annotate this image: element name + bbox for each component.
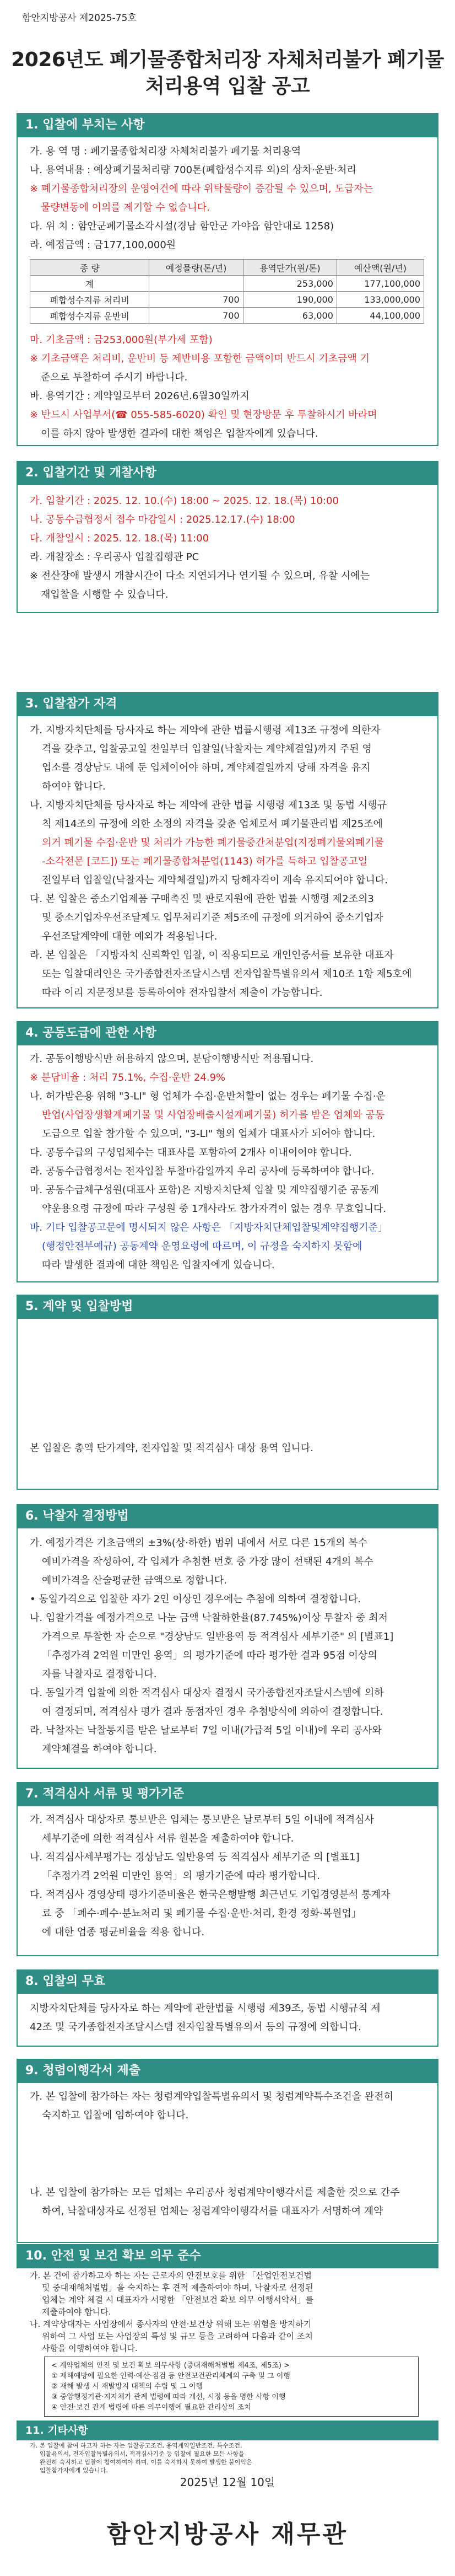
section-2-header: 2. 입찰기간 및 개찰사항 — [17, 461, 438, 485]
s3-line-2: 업소를 경상남도 내에 둔 업체이어야 하며, 계약체결일까지 당해 자격을 유지 — [42, 762, 371, 774]
s6-line-1: 예비가격을 작성하여, 각 업체가 추첨한 번호 중 가장 많이 선택된 4개의 복수 — [42, 1556, 373, 1568]
s6-line-10: 라. 낙찰자는 낙찰통지를 받은 날로부터 7일 이내(가급적 5일 이내)에 우리 공사와 — [30, 1725, 382, 1736]
box-line-4: ④ 안전·보건 관계 법령에 따른 의무이행에 필요한 관리상의 조치 — [51, 2403, 251, 2412]
s4-line-2: 나. 허가받은용 위해 "3-LI" 형 업체가 수집·운반처할이 없는 경우는 폐기물 수집·운 — [30, 1091, 386, 1102]
table-cell: 폐합성수지류 처리비 — [30, 292, 149, 308]
s6-line-7: 자를 낙찰자로 결정합니다. — [42, 1668, 157, 1680]
section-8-body — [30, 1999, 426, 2037]
quantity-table — [30, 259, 424, 324]
s6-line-11: 계약체결을 하여야 합니다. — [42, 1743, 157, 1755]
s6-line-5: 가격으로 투찰한 자 순으로 "경상남도 일반용역 등 적격심사 세부기준" 의 [별표1] — [42, 1631, 394, 1643]
s8-line-0: 지방자치단체를 당사자로 하는 계약에 관한법률 시행령 제39조, 동법 시행규칙 제 — [30, 2003, 381, 2014]
s1a-line-1: ※ 기초금액은 처리비, 운반비 등 제반비용 포함한 금액이며 반드시 기초금액 기 — [30, 353, 370, 364]
section-1-header: 1. 입찰에 부치는 사항 — [17, 113, 438, 137]
section-7-body — [30, 1811, 426, 1942]
s9-line-2: 나. 본 입찰에 참가하는 모든 업체는 우리공사 청렴계약이행각서를 제출한 것으로 간주 — [30, 2187, 400, 2198]
s3-line-4: 나. 지방자치단체를 당사자로 하는 계약에 관한 법률 시행령 제13조 및 동법 시행규 — [30, 799, 387, 811]
box-line-2: ② 재해 발생 시 재발방지 대책의 수립 및 그 이행 — [51, 2382, 203, 2391]
obligations-box — [44, 2357, 419, 2417]
table-header: 예정물량(톤/년) — [149, 260, 243, 276]
s1-line-1: 나. 용역내용 : 예상폐기물처리량 700톤(폐합성수지류 외)의 상차·운반·처리 — [30, 164, 356, 176]
s6-line-2: 예비가격을 산술평균한 금액으로 정합니다. — [42, 1575, 227, 1586]
s7-line-0: 가. 적격심사 대상자로 통보받은 업체는 통보받은 날로부터 5일 이내에 적격심사 — [30, 1814, 375, 1826]
section-10-header: 10. 안전 및 보건 확보 의무 준수 — [17, 2244, 438, 2268]
footer-organization: 함안지방공사 재무관 — [107, 2520, 348, 2548]
table-cell: 253,000 — [243, 276, 337, 292]
s3-line-6: 의거 폐기물 수집·운반 및 처리가 가능한 폐기물중간처분업(지정폐기물외폐기물 — [42, 837, 384, 849]
table-header: 예산액(원/년) — [337, 260, 424, 276]
s5-line-0: 본 입찰은 총액 단가계약, 전자입찰 및 적격심사 대상 용역 입니다. — [30, 1442, 314, 1454]
table-row — [30, 308, 424, 324]
s11-line-3: 입찰참가자에게 있습니다. — [40, 2467, 108, 2474]
s7-line-2: 나. 적격심사세부평가는 경상남도 일반용역 등 적격심사 세부기준 의 [별표1] — [30, 1852, 360, 1863]
s11-line-2: 완전히 숙지하고 입찰에 참여하여야 하며, 이를 숙지하지 못하여 발생한 불이익은 — [40, 2459, 252, 2466]
section-6-header: 6. 낙찰자 결정방법 — [17, 1504, 438, 1528]
s3-line-5: 칙 제14조의 규정에 의한 소정의 자격을 갖춘 업체로서 폐기물관리법 제25조에 — [42, 818, 383, 830]
s9-line-0: 가. 본 입찰에 참가하는 자는 청렴계약입찰특별유의서 및 청렴계약특수조건을 완전히 — [30, 2091, 394, 2102]
s1-line-3: 물량변동에 이의를 제기할 수 없습니다. — [41, 202, 210, 213]
s2-line-2: 다. 개찰일시 : 2025. 12. 18.(목) 11:00 — [30, 533, 209, 544]
section-1-after — [30, 331, 426, 443]
section-4-body — [30, 1050, 426, 1275]
s2-line-3: 라. 개찰장소 : 우리공사 입찰집행관 PC — [30, 551, 199, 563]
s10-line-0: 가. 본 건에 참가하고자 하는 자는 근로자의 안전보호를 위한 「산업안전보건법 — [30, 2271, 312, 2280]
s3-line-10: 및 중소기업자우선조달제도 업무처리기준 제5조에 규정에 의거하여 중소기업자 — [42, 912, 383, 924]
s3-line-14: 따라 이리 지문정보를 등록하여야 전자입찰서 제출이 가능합니다. — [42, 987, 323, 999]
box-line-0: < 계약업체의 안전 및 보건 확보 의무사항 (중대재해처벌법 제4조, 제5조) > — [51, 2362, 290, 2370]
s1-line-0: 가. 용 역 명 : 폐기물종합처리장 자체처리불가 폐기물 처리용역 — [30, 146, 301, 157]
s4-line-0: 가. 공동이행방식만 허용하지 않으며, 분담이행방식만 적용됩니다. — [30, 1053, 314, 1065]
s3-line-13: 또는 입찰대리인은 국가종합전자조달시스템 전자입찰특별유의서 제10조 1항 제5호에 — [42, 968, 412, 980]
s6-line-8: 다. 동일가격 입찰에 의한 적격심사 대상자 결정시 국가종합전자조달시스템에 의하 — [30, 1687, 384, 1699]
section-2-body — [30, 492, 426, 604]
s3-line-9: 다. 본 입찰은 중소기업제품 구매촉진 및 판로지원에 관한 법률 시행령 제2조의3 — [30, 893, 374, 905]
s6-line-6: 「추정가격 2억원 미만인 용역」의 평가기준에 따라 평가한 결과 95점 이상의 — [42, 1650, 377, 1661]
s4-line-3: 반업(사업장생활계폐기물 및 사업장배출시설계폐기물) 허가를 받은 업체와 공동 — [42, 1109, 385, 1121]
s4-line-1: ※ 분담비율 : 처리 75.1%, 수집·운반 24.9% — [30, 1072, 226, 1083]
s3-line-11: 우선조달계약에 대한 예외가 적용됩니다. — [42, 931, 218, 942]
s2-line-5: 재입찰을 시행할 수 있습니다. — [41, 589, 169, 600]
s11-line-0: 가. 본 입찰에 참여 하고자 하는 자는 입찰공고조건, 용역계약일반조건, 특수조건, — [30, 2442, 242, 2449]
s4-line-9: 바. 기타 입찰공고문에 명시되지 않은 사항은 「지방자치단체입찰및계약집행기준」 — [30, 1222, 388, 1233]
s6-line-4: 나. 입찰가격을 예정가격으로 나눈 금액 낙찰하한율(87.745%)이상 투찰자 중 최저 — [30, 1612, 388, 1624]
table-row — [30, 292, 424, 308]
s6-line-0: 가. 예정가격은 기초금액의 ±3%(상·하한) 범위 내에서 서로 다른 15개의 복수 — [30, 1537, 367, 1549]
s1a-line-4: ※ 반드시 사업부서(☎ 055-585-6020) 확인 및 현장방문 후 투찰하시기 바라며 — [30, 409, 377, 421]
table-cell: 63,000 — [243, 308, 337, 324]
s3-line-8: 전일부터 입찰일(낙찰자는 계약체결일)까지 당해자격이 계속 유지되어야 합니다. — [42, 874, 388, 886]
table-cell: 700 — [149, 308, 243, 324]
s1-line-4: 다. 위 치 : 함안군폐기물소각시설(경남 함안군 가야읍 함안대로 1258) — [30, 221, 334, 232]
table-cell: 700 — [149, 292, 243, 308]
s1a-line-0: 마. 기초금액 : 금253,000원(부가세 포함) — [30, 334, 213, 346]
s4-line-11: 따라 발생한 결과에 대한 책임은 입찰자에게 있습니다. — [42, 1259, 275, 1271]
s11-line-4 — [30, 2476, 426, 2482]
s8-line-1: 42조 및 국가종합전자조달시스템 전자입찰특별유의서 등의 규정에 의합니다. — [30, 2021, 361, 2033]
s1a-line-3: 바. 용역기간 : 계약일로부터 2026년.6월30일까지 — [30, 390, 250, 402]
s3-line-12: 라. 본 입찰은 「지방자치 신뢰확인 입찰, 이 적용되므로 개인인증서를 보유한 대표자 — [30, 949, 394, 961]
section-3-header: 3. 입찰참가 자격 — [17, 692, 438, 716]
s4-line-6: 라. 공동수급협정서는 전자입찰 투찰마감일까지 우리 공사에 등록하여야 합니다. — [30, 1166, 375, 1177]
section-3-body — [30, 721, 426, 1002]
s7-line-3: 「추정가격 2억원 미만인 용역」의 평가기준에 따라 평가합니다. — [42, 1870, 320, 1882]
table-row — [30, 276, 424, 292]
s4-line-4: 도급으로 입찰 참가할 수 있으며, "3-LI" 형의 업체가 대표사가 되어야 합니다. — [42, 1128, 376, 1140]
s11-line-1: 입찰유의서, 전자입찰특별유의서, 적격심사기준 등 입찰에 필요한 모든 사항을 — [40, 2450, 245, 2457]
s9-line-3: 하여, 낙찰대상자로 선정된 업체는 청렴계약이행각서를 대표자가 서명하여 계약 — [42, 2205, 383, 2217]
s10-line-2: 업체는 계약 체결 시 대표자가 서명한 「안전보건 확보 의무 이행서약서」를 — [42, 2295, 314, 2305]
table-cell: 133,000,000 — [337, 292, 424, 308]
s1-line-5: 라. 예정금액 : 금177,100,000원 — [30, 239, 176, 251]
section-8-header: 8. 입찰의 무효 — [17, 1969, 438, 1994]
s1-line-2: ※ 폐기물종합처리장의 운영여건에 따라 위탁물량이 증감될 수 있으며, 도급자는 — [30, 183, 373, 195]
section-11-body — [30, 2441, 426, 2475]
section-9-header: 9. 청렴이행각서 제출 — [17, 2059, 438, 2083]
section-9-body-b — [30, 2183, 426, 2221]
s2-line-0: 가. 입찰기간 : 2025. 12. 10.(수) 18:00 ~ 2025. 12. 18.(목) 10:00 — [30, 495, 339, 507]
s7-line-6: 에 대한 업종 평균비율을 적용 합니다. — [42, 1926, 205, 1938]
s3-line-3: 하여야 합니다. — [42, 781, 106, 792]
table-cell: 폐합성수지류 운반비 — [30, 308, 149, 324]
s2-line-4: ※ 전산장애 발생시 개찰시간이 다소 지연되거나 연기될 수 있으며, 유찰 시에는 — [30, 570, 370, 582]
s10-line-3: 제출하여야 합니다. — [42, 2307, 111, 2317]
s10-line-6: 사항을 이행하여야 합니다. — [42, 2343, 138, 2353]
box-line-1: ① 재해예방에 필요한 인력·예산·점검 등 안전보건관리체계의 구축 및 그 이행 — [51, 2372, 290, 2380]
section-6-body — [30, 1534, 426, 1759]
s4-line-5: 다. 공동수급의 구성업체수는 대표사를 포함하여 2개사 이내이어야 합니다. — [30, 1147, 352, 1158]
table-cell: 177,100,000 — [337, 276, 424, 292]
box-line-3: ③ 중앙행정기관·지자체가 관계 법령에 따라 개선, 시정 등을 명한 사항 이행 — [51, 2393, 286, 2401]
s2-line-1: 나. 공동수급협정서 접수 마감일시 : 2025.12.17.(수) 18:00 — [30, 514, 295, 525]
section-9-body — [30, 2087, 426, 2125]
page-title-line1: 2026년도 폐기물종합처리장 자체처리불가 폐기물 — [11, 49, 444, 71]
s7-line-5: 료 중 「폐수·폐수·분뇨처리 및 폐기물 수집·운반·처리, 환경 정화·복원업」 — [42, 1908, 361, 1919]
s3-line-0: 가. 지방자치단체를 당사자로 하는 계약에 관한 법률시행령 제13조 규정에 의한자 — [30, 724, 381, 736]
table-cell — [149, 276, 243, 292]
notice-number: 함안지방공사 제2025-75호 — [22, 13, 137, 24]
table-cell: 계 — [30, 276, 149, 292]
section-1-body — [30, 142, 426, 255]
s4-line-10: (행정안전부예규) 공동계약 운영요령에 따르며, 이 규정을 숙지하지 못함에 — [42, 1241, 362, 1252]
section-4-header: 4. 공동도급에 관한 사항 — [17, 1021, 438, 1045]
table-header: 용역단가(원/톤) — [243, 260, 337, 276]
section-5-body — [30, 1439, 426, 1458]
s1a-line-2: 준으로 투찰하여 주시기 바랍니다. — [41, 372, 188, 383]
section-7-header: 7. 적격심사 서류 및 평가기준 — [17, 1782, 438, 1806]
page-title-line2: 처리용역 입찰 공고 — [145, 75, 310, 98]
table-header: 종 량 — [30, 260, 149, 276]
s6-line-3: • 동일가격으로 입찰한 자가 2인 이상인 경우에는 추첨에 의하여 결정합니다. — [30, 1593, 361, 1605]
section-5-box — [17, 1319, 438, 1490]
s10-line-5: 위하여 그 사업 또는 사업장의 특성 및 규모 등을 고려하여 다음과 같이 조치 — [42, 2331, 313, 2341]
table-cell: 190,000 — [243, 292, 337, 308]
s3-line-7: -소각전문 [코드]) 또는 폐기물종합처분업(1143) 허가를 득하고 입찰공고일 — [42, 856, 368, 867]
s7-line-1: 세부기준에 의한 적격심사 서류 원본을 제출하여야 합니다. — [42, 1833, 294, 1844]
s4-line-7: 마. 공동수급체구성원(대표사 포함)은 지방자치단체 입찰 및 계약집행기준 공동계 — [30, 1184, 379, 1196]
s4-line-8: 약운용요령 규정에 따라 구성원 중 1개사라도 참가자격이 없는 경우 무효입니다. — [42, 1203, 387, 1215]
s9-line-1: 숙지하고 입찰에 임하여야 합니다. — [42, 2110, 189, 2121]
s6-line-9: 여 결정되며, 적격심사 평가 결과 동점자인 경우 추첨방식에 의하여 결정합니다. — [42, 1706, 383, 1718]
s3-line-1: 격을 갖추고, 입찰공고일 전일부터 입찰일(낙찰자는 계약체결일)까지 주된 영 — [42, 743, 372, 755]
section-10-body — [30, 2269, 426, 2354]
s10-line-4: 나. 계약상대자는 사업장에서 종사자의 안전·보건상 위해 또는 위험을 방지하기 — [30, 2319, 312, 2329]
s1a-line-5: 이를 하지 않아 발생한 결과에 대한 책임은 입찰자에게 있습니다. — [41, 428, 318, 439]
section-5-header: 5. 계약 및 입찰방법 — [17, 1295, 438, 1319]
s10-line-1: 및 중대재해처벌법」을 숙지하는 후 견적 제출하여야 하며, 낙찰자로 선정된 — [42, 2283, 313, 2293]
table-cell: 44,100,000 — [337, 308, 424, 324]
s7-line-4: 다. 적격심사 경영상태 평가기준비율은 한국은행발행 최근년도 기업경영분석 통계자 — [30, 1889, 391, 1901]
section-11-header: 11. 기타사항 — [17, 2421, 438, 2440]
footer-date: 2025년 12월 10일 — [180, 2476, 275, 2489]
